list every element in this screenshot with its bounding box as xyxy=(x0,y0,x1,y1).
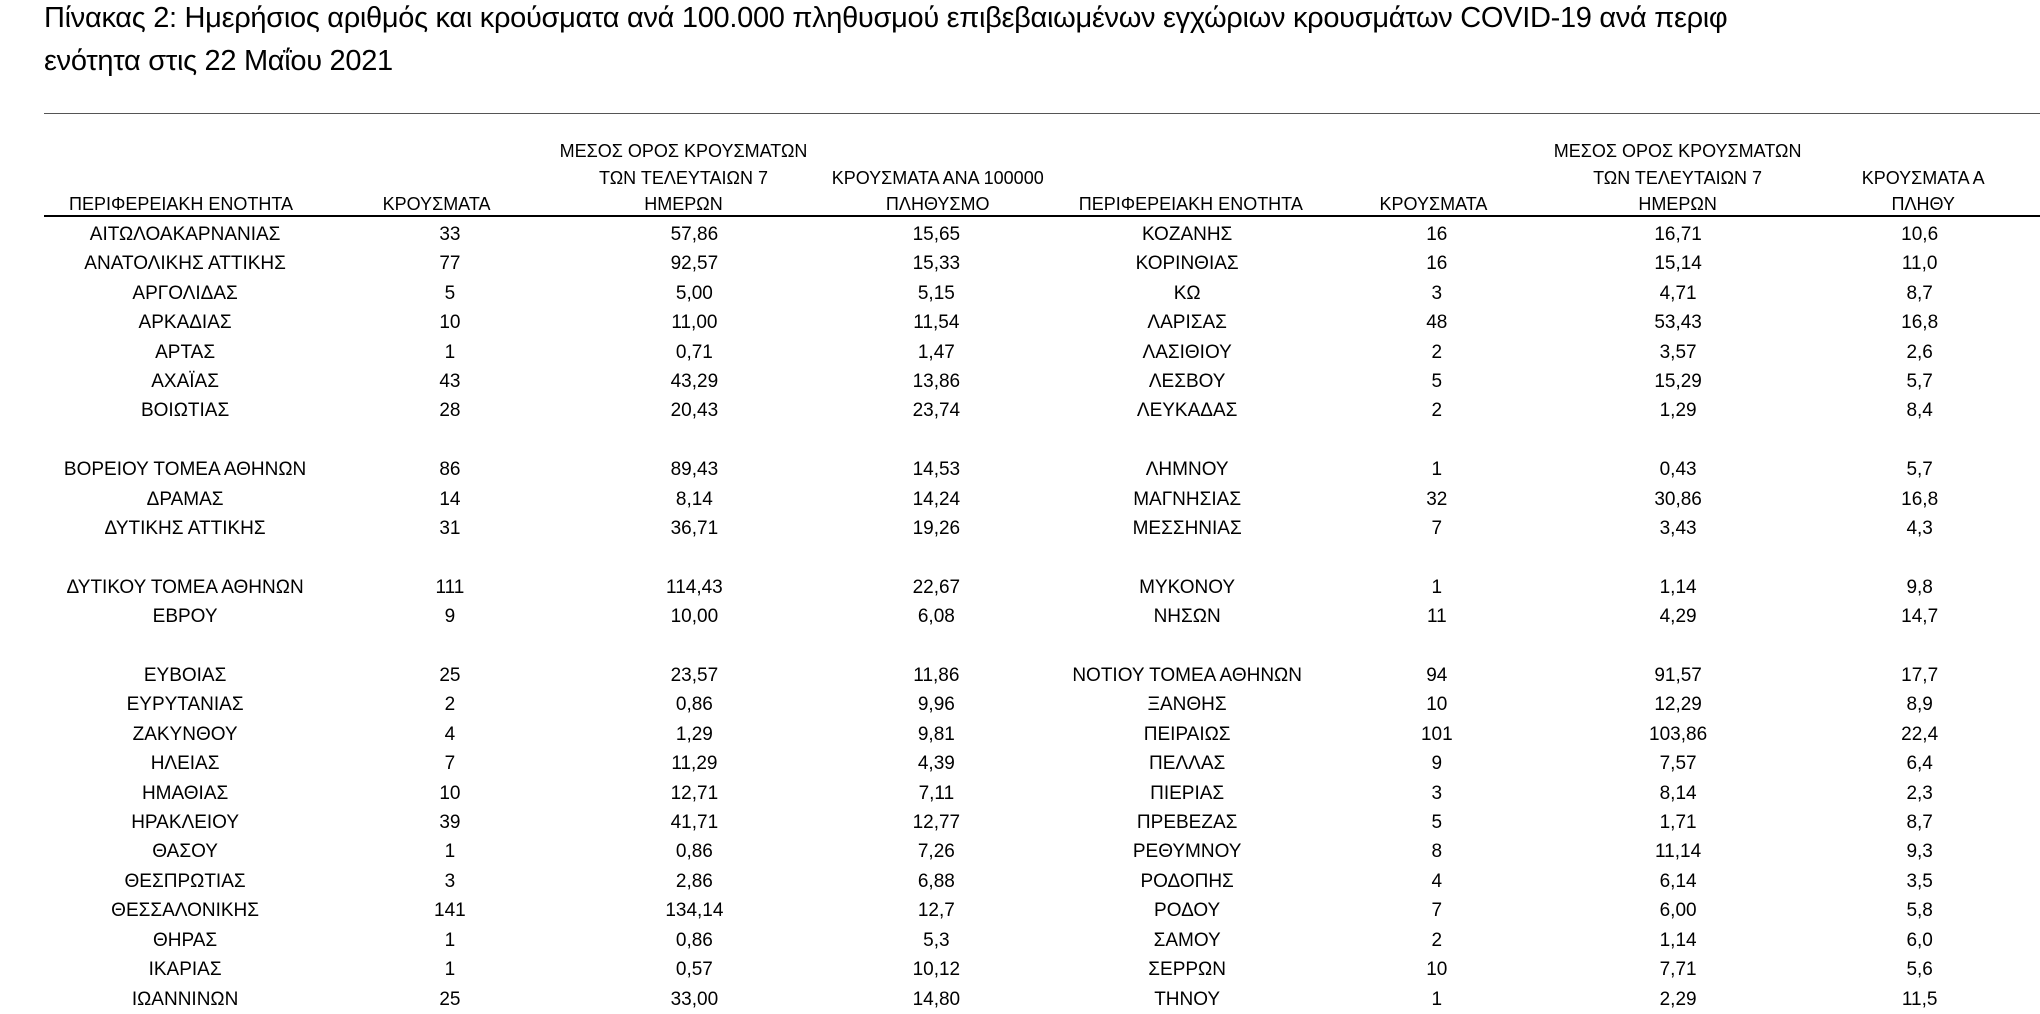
value-cell: 7,57 xyxy=(1659,753,1697,775)
value-cell xyxy=(1557,543,1799,572)
value-cell xyxy=(574,543,816,572)
region-cell xyxy=(44,426,326,455)
value-cell: 22,67 xyxy=(912,576,961,598)
value-cell xyxy=(815,543,1057,572)
value-cell: 25 xyxy=(439,665,461,687)
column-header xyxy=(555,138,812,218)
table-row xyxy=(44,926,2040,955)
value-cell: 53,43 xyxy=(1654,312,1702,334)
value-cell: 10 xyxy=(1426,959,1448,981)
column-header-line: ΚΡΟΥΣΜΑΤΑ ΑΝΑ 100000 xyxy=(831,167,1044,188)
value-cell: 6,88 xyxy=(917,870,955,892)
value-cell: 5 xyxy=(1431,812,1443,834)
value-cell: 4,3 xyxy=(1906,518,1933,540)
value-cell: 13,86 xyxy=(912,371,961,393)
value-cell xyxy=(1317,543,1557,572)
table-row xyxy=(44,779,2040,808)
value-cell: 1 xyxy=(444,959,456,981)
table-row xyxy=(44,455,2040,484)
table-row xyxy=(44,808,2040,837)
region-cell: ΛΗΜΝΟΥ xyxy=(1145,459,1229,481)
value-cell: 16,8 xyxy=(1901,488,1939,510)
value-cell: 0,71 xyxy=(675,341,713,363)
region-cell: ΡΕΘΥΜΝΟΥ xyxy=(1132,841,1242,863)
value-cell xyxy=(815,426,1057,455)
value-cell: 7,11 xyxy=(918,782,955,804)
value-cell: 14,7 xyxy=(1901,606,1939,628)
value-cell: 3 xyxy=(1431,282,1443,304)
region-cell: ΘΕΣΣΑΛΟΝΙΚΗΣ xyxy=(111,900,259,922)
value-cell: 11,54 xyxy=(913,312,960,334)
value-cell: 7,26 xyxy=(917,841,955,863)
value-cell: 4,39 xyxy=(917,753,955,775)
region-cell: ΛΑΣΙΘΙΟΥ xyxy=(1142,341,1232,363)
value-cell: 2 xyxy=(1431,341,1443,363)
value-cell: 114,43 xyxy=(666,576,723,598)
table-row xyxy=(44,749,2040,778)
value-cell: 2,6 xyxy=(1906,341,1933,363)
value-cell: 86 xyxy=(439,459,461,481)
value-cell xyxy=(1317,426,1557,455)
column-header xyxy=(1063,138,1318,218)
region-cell: ΘΕΣΠΡΩΤΙΑΣ xyxy=(124,870,246,892)
value-cell: 11 xyxy=(1426,606,1447,628)
table-row xyxy=(44,485,2040,514)
value-cell: 14 xyxy=(439,488,461,510)
column-header-line: ΠΕΡΙΦΕΡΕΙΑΚΗ ΕΝΟΤΗΤΑ xyxy=(1078,194,1303,214)
value-cell: 15,65 xyxy=(912,224,961,245)
value-cell: 48 xyxy=(1426,312,1448,334)
value-cell: 22,4 xyxy=(1901,723,1939,745)
column-header xyxy=(1318,138,1549,218)
region-cell: ΠΕΛΛΑΣ xyxy=(1149,753,1226,775)
value-cell: 111 xyxy=(435,576,465,598)
value-cell: 101 xyxy=(1420,723,1453,745)
column-header-line: ΗΜΕΡΩΝ xyxy=(1638,194,1717,214)
column-header xyxy=(1806,138,2040,218)
value-cell: 11,5 xyxy=(1901,988,1938,1010)
value-cell: 23,74 xyxy=(912,400,961,422)
value-cell: 1 xyxy=(444,341,456,363)
value-cell: 9,8 xyxy=(1906,576,1933,598)
value-cell: 10 xyxy=(439,312,461,334)
value-cell: 15,33 xyxy=(912,253,961,275)
region-cell: ΖΑΚΥΝΘΟΥ xyxy=(132,723,238,745)
table-row xyxy=(44,867,2040,896)
header-divider xyxy=(44,215,2040,217)
value-cell: 14,80 xyxy=(912,988,961,1010)
value-cell: 7 xyxy=(1431,518,1443,540)
value-cell: 5,00 xyxy=(675,282,713,304)
region-cell: ΔΡΑΜΑΣ xyxy=(146,488,224,510)
table-row xyxy=(44,396,2040,425)
value-cell xyxy=(1799,543,2040,572)
value-cell: 2,3 xyxy=(1906,782,1933,804)
value-cell xyxy=(574,632,816,661)
value-cell: 11,86 xyxy=(913,665,960,687)
value-cell: 1,14 xyxy=(1659,576,1697,598)
value-cell xyxy=(815,632,1057,661)
table-row xyxy=(44,602,2040,631)
value-cell: 4 xyxy=(1431,870,1443,892)
value-cell: 16,71 xyxy=(1654,224,1702,245)
region-cell: ΕΒΡΟΥ xyxy=(152,606,218,628)
region-cell: ΔΥΤΙΚΟΥ ΤΟΜΕΑ ΑΘΗΝΩΝ xyxy=(66,576,304,598)
value-cell: 36,71 xyxy=(670,518,719,540)
column-header-line: ΠΛΗΘΥ xyxy=(1891,194,1955,214)
value-cell: 3 xyxy=(1431,782,1443,804)
table-row xyxy=(44,279,2040,308)
value-cell: 12,77 xyxy=(912,812,961,834)
value-cell: 8 xyxy=(1431,841,1443,863)
value-cell: 20,43 xyxy=(670,400,719,422)
value-cell: 11,14 xyxy=(1655,841,1702,863)
value-cell: 33 xyxy=(439,224,461,245)
value-cell: 10 xyxy=(1426,694,1448,716)
value-cell: 1,71 xyxy=(1659,812,1697,834)
table-row xyxy=(44,220,2040,249)
value-cell: 3,57 xyxy=(1659,341,1697,363)
value-cell: 5 xyxy=(1431,371,1443,393)
region-cell: ΒΟΡΕΙΟΥ ΤΟΜΕΑ ΑΘΗΝΩΝ xyxy=(63,459,307,481)
region-cell: ΗΛΕΙΑΣ xyxy=(150,753,220,775)
value-cell xyxy=(574,426,816,455)
value-cell: 12,29 xyxy=(1654,694,1702,716)
table-row xyxy=(44,308,2040,337)
value-cell: 57,86 xyxy=(670,224,719,245)
column-header-line: ΗΜΕΡΩΝ xyxy=(644,194,723,214)
value-cell: 5,8 xyxy=(1906,900,1933,922)
value-cell: 8,14 xyxy=(675,488,713,510)
region-cell: ΗΡΑΚΛΕΙΟΥ xyxy=(131,812,239,834)
value-cell: 8,4 xyxy=(1906,400,1933,422)
value-cell: 11,00 xyxy=(671,312,718,334)
region-cell: ΑΡΓΟΛΙΔΑΣ xyxy=(132,282,238,304)
region-cell xyxy=(1058,632,1317,661)
region-cell: ΡΟΔΟΥ xyxy=(1154,900,1221,922)
value-cell: 11,0 xyxy=(1901,253,1938,275)
value-cell: 15,29 xyxy=(1654,371,1702,393)
value-cell: 5,7 xyxy=(1906,459,1933,481)
table-row xyxy=(44,661,2040,690)
blank-row xyxy=(44,632,2040,661)
region-cell xyxy=(44,543,326,572)
value-cell: 5,6 xyxy=(1906,959,1933,981)
value-cell: 43 xyxy=(439,371,461,393)
column-header-line: ΠΛΗΘΥΣΜΟ xyxy=(885,194,990,214)
region-cell: ΞΑΝΘΗΣ xyxy=(1147,694,1227,716)
column-header xyxy=(318,138,555,218)
value-cell xyxy=(1557,632,1799,661)
column-header-line: ΤΩΝ ΤΕΛΕΥΤΑΙΩΝ 7 xyxy=(599,167,769,188)
value-cell: 5,15 xyxy=(917,282,955,304)
value-cell: 10 xyxy=(439,782,461,804)
region-cell: ΛΕΣΒΟΥ xyxy=(1148,371,1226,393)
table-row xyxy=(44,338,2040,367)
value-cell: 0,86 xyxy=(675,841,713,863)
table-row xyxy=(44,896,2040,925)
value-cell: 3,43 xyxy=(1659,518,1697,540)
value-cell: 1 xyxy=(1431,576,1443,598)
table-row xyxy=(44,249,2040,278)
value-cell: 14,24 xyxy=(912,488,961,510)
value-cell: 30,86 xyxy=(1654,488,1702,510)
region-cell: ΛΑΡΙΣΑΣ xyxy=(1147,312,1227,334)
value-cell: 9,96 xyxy=(917,694,955,716)
region-cell: ΚΟΡΙΝΘΙΑΣ xyxy=(1135,253,1239,275)
value-cell: 33,00 xyxy=(670,988,719,1010)
region-cell: ΑΡΤΑΣ xyxy=(155,341,216,363)
region-cell: ΝΟΤΙΟΥ ΤΟΜΕΑ ΑΘΗΝΩΝ xyxy=(1072,665,1302,687)
region-cell: ΝΗΣΩΝ xyxy=(1153,606,1221,628)
value-cell xyxy=(1799,426,2040,455)
value-cell: 14,53 xyxy=(912,459,961,481)
region-cell: ΡΟΔΟΠΗΣ xyxy=(1140,870,1234,892)
region-cell: ΗΜΑΘΙΑΣ xyxy=(141,782,229,804)
region-cell: ΣΕΡΡΩΝ xyxy=(1148,959,1226,981)
region-cell: ΑΡΚΑΔΙΑΣ xyxy=(138,312,232,334)
region-cell: ΚΩ xyxy=(1173,282,1201,304)
value-cell: 15,14 xyxy=(1654,253,1702,275)
value-cell: 0,86 xyxy=(675,694,713,716)
value-cell: 1,29 xyxy=(1659,400,1697,422)
value-cell: 6,4 xyxy=(1906,753,1933,775)
table-row xyxy=(44,837,2040,866)
column-header-line: ΜΕΣΟΣ ΟΡΟΣ ΚΡΟΥΣΜΑΤΩΝ xyxy=(1553,141,1802,161)
value-cell: 12,7 xyxy=(917,900,955,922)
region-cell xyxy=(44,632,326,661)
value-cell: 6,00 xyxy=(1659,900,1697,922)
column-header-line: ΠΕΡΙΦΕΡΕΙΑΚΗ ΕΝΟΤΗΤΑ xyxy=(68,194,294,214)
value-cell: 32 xyxy=(1426,488,1448,510)
value-cell xyxy=(326,426,573,455)
value-cell xyxy=(326,543,573,572)
value-cell: 6,0 xyxy=(1906,929,1933,951)
value-cell: 141 xyxy=(434,900,466,922)
value-cell: 10,6 xyxy=(1901,224,1939,245)
value-cell: 9,81 xyxy=(917,723,955,745)
value-cell: 94 xyxy=(1426,665,1448,687)
value-cell: 4,71 xyxy=(1659,282,1697,304)
value-cell: 12,71 xyxy=(670,782,719,804)
value-cell: 2 xyxy=(444,694,456,716)
region-cell: ΕΥΡΥΤΑΝΙΑΣ xyxy=(126,694,244,716)
value-cell: 28 xyxy=(439,400,461,422)
value-cell: 5,3 xyxy=(923,929,950,951)
region-cell: ΜΕΣΣΗΝΙΑΣ xyxy=(1132,518,1242,540)
table-row xyxy=(44,573,2040,602)
value-cell xyxy=(1317,632,1557,661)
blank-row xyxy=(44,543,2040,572)
table-row xyxy=(44,955,2040,984)
value-cell: 6,08 xyxy=(917,606,955,628)
value-cell xyxy=(326,632,573,661)
value-cell: 103,86 xyxy=(1649,723,1708,745)
value-cell: 10,00 xyxy=(670,606,719,628)
region-cell: ΔΥΤΙΚΗΣ ΑΤΤΙΚΗΣ xyxy=(104,518,266,540)
value-cell: 16,8 xyxy=(1901,312,1939,334)
value-cell: 4,29 xyxy=(1659,606,1697,628)
value-cell: 8,14 xyxy=(1659,782,1697,804)
table-header xyxy=(44,138,2040,218)
value-cell: 134,14 xyxy=(665,900,724,922)
region-cell: ΠΡΕΒΕΖΑΣ xyxy=(1136,812,1238,834)
value-cell: 77 xyxy=(439,253,461,275)
region-cell: ΚΟΖΑΝΗΣ xyxy=(1141,224,1233,245)
value-cell: 2,86 xyxy=(675,870,713,892)
value-cell: 0,86 xyxy=(675,929,713,951)
value-cell: 0,43 xyxy=(1659,459,1697,481)
table-row xyxy=(44,720,2040,749)
value-cell: 2,29 xyxy=(1659,988,1697,1010)
value-cell: 0,57 xyxy=(675,959,713,981)
value-cell: 41,71 xyxy=(670,812,719,834)
value-cell: 89,43 xyxy=(670,459,719,481)
value-cell: 92,57 xyxy=(670,253,719,275)
table-caption-line-2: ενότητα στις 22 Μαΐου 2021 xyxy=(44,45,393,77)
region-cell: ΕΥΒΟΙΑΣ xyxy=(143,665,227,687)
value-cell: 6,14 xyxy=(1659,870,1697,892)
region-cell: ΣΑΜΟΥ xyxy=(1153,929,1221,951)
table-row xyxy=(44,367,2040,396)
column-header-line: ΤΩΝ ΤΕΛΕΥΤΑΙΩΝ 7 xyxy=(1593,167,1763,188)
region-cell: ΠΙΕΡΙΑΣ xyxy=(1150,782,1225,804)
region-cell: ΘΑΣΟΥ xyxy=(152,841,218,863)
value-cell: 9 xyxy=(444,606,456,628)
value-cell: 3 xyxy=(444,870,456,892)
region-cell: ΘΗΡΑΣ xyxy=(153,929,218,951)
region-cell xyxy=(1058,426,1317,455)
region-cell: ΙΚΑΡΙΑΣ xyxy=(148,959,222,981)
region-cell: ΑΙΤΩΛΟΑΚΑΡΝΑΝΙΑΣ xyxy=(89,224,281,245)
blank-row xyxy=(44,426,2040,455)
region-cell: ΛΕΥΚΑΔΑΣ xyxy=(1136,400,1238,422)
value-cell: 43,29 xyxy=(670,371,719,393)
data-table xyxy=(44,220,2040,1014)
value-cell: 5 xyxy=(444,282,456,304)
region-cell: ΜΥΚΟΝΟΥ xyxy=(1139,576,1236,598)
value-cell: 7 xyxy=(444,753,456,775)
value-cell: 3,5 xyxy=(1906,870,1933,892)
value-cell: 1 xyxy=(444,929,456,951)
value-cell xyxy=(1799,632,2040,661)
column-header xyxy=(812,138,1064,218)
value-cell: 1 xyxy=(444,841,456,863)
value-cell: 1,29 xyxy=(675,723,713,745)
value-cell: 39 xyxy=(439,812,461,834)
value-cell xyxy=(1557,426,1799,455)
region-cell: ΜΑΓΝΗΣΙΑΣ xyxy=(1133,488,1242,510)
value-cell: 7 xyxy=(1431,900,1443,922)
value-cell: 4 xyxy=(444,723,456,745)
region-cell: ΑΧΑΪΑΣ xyxy=(151,371,219,393)
value-cell: 5,7 xyxy=(1906,371,1933,393)
value-cell: 31 xyxy=(439,518,461,540)
region-cell: ΒΟΙΩΤΙΑΣ xyxy=(140,400,230,422)
table-caption-line-1: Πίνακας 2: Ημερήσιος αριθμός και κρούσματα ανά 100.000 πληθυσμού επιβεβαιωμένων εγχώριων κρουσμάτων COVID-19 ανά περιφ xyxy=(44,2,1728,34)
column-header-line: ΚΡΟΥΣΜΑΤΑ Α xyxy=(1861,167,1985,188)
region-cell xyxy=(1058,543,1317,572)
value-cell: 9,3 xyxy=(1906,841,1933,863)
value-cell: 8,9 xyxy=(1906,694,1933,716)
table-row xyxy=(44,514,2040,543)
column-header xyxy=(44,138,318,218)
column-header-line: ΜΕΣΟΣ ΟΡΟΣ ΚΡΟΥΣΜΑΤΩΝ xyxy=(559,141,808,161)
column-header-line: ΚΡΟΥΣΜΑΤΑ xyxy=(1379,194,1488,214)
region-cell: ΑΝΑΤΟΛΙΚΗΣ ΑΤΤΙΚΗΣ xyxy=(84,253,286,275)
value-cell: 16 xyxy=(1426,253,1448,275)
region-cell: ΤΗΝΟΥ xyxy=(1154,988,1221,1010)
value-cell: 8,7 xyxy=(1906,812,1933,834)
value-cell: 23,57 xyxy=(670,665,719,687)
value-cell: 11,29 xyxy=(671,753,718,775)
value-cell: 2 xyxy=(1431,929,1443,951)
value-cell: 1,47 xyxy=(917,341,955,363)
region-cell: ΠΕΙΡΑΙΩΣ xyxy=(1143,723,1231,745)
value-cell: 17,7 xyxy=(1901,665,1939,687)
table-row xyxy=(44,985,2040,1014)
value-cell: 25 xyxy=(439,988,461,1010)
column-header-line: ΚΡΟΥΣΜΑΤΑ xyxy=(382,194,491,214)
value-cell: 7,71 xyxy=(1659,959,1697,981)
value-cell: 91,57 xyxy=(1654,665,1702,687)
region-cell: ΙΩΑΝΝΙΝΩΝ xyxy=(131,988,239,1010)
value-cell: 16 xyxy=(1426,224,1448,245)
value-cell: 8,7 xyxy=(1906,282,1933,304)
value-cell: 1 xyxy=(1431,459,1443,481)
value-cell: 1 xyxy=(1431,988,1443,1010)
value-cell: 19,26 xyxy=(912,518,961,540)
table-row xyxy=(44,690,2040,719)
column-header xyxy=(1549,138,1807,218)
caption-divider xyxy=(44,113,2040,114)
value-cell: 10,12 xyxy=(912,959,961,981)
value-cell: 2 xyxy=(1431,400,1443,422)
value-cell: 1,14 xyxy=(1659,929,1697,951)
value-cell: 9 xyxy=(1431,753,1443,775)
